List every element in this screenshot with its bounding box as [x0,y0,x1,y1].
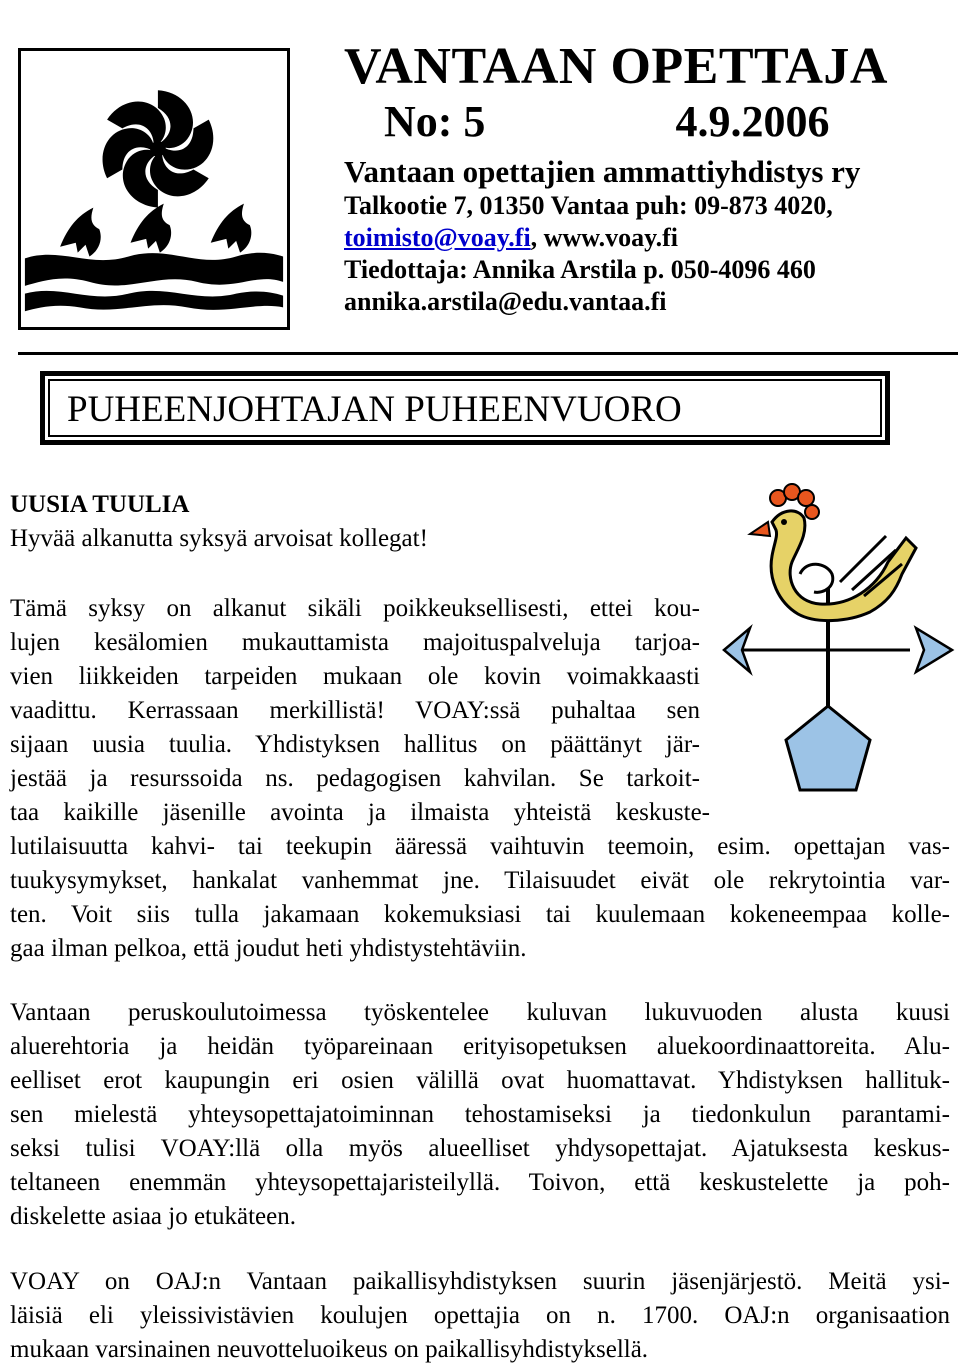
section-title: PUHEENJOHTAJAN PUHEENVUORO [67,389,682,430]
issue-date: 4.9.2006 [675,97,830,146]
article-paragraph-3 [10,1265,950,1367]
paragraph-line: seksi tulisi VOAY:llä olla myös alueelliset yhdysopettajat. Ajatuksesta keskus- [10,1135,950,1162]
email-link[interactable]: toimisto@voay.fi [344,223,531,252]
section-heading-box [40,371,890,445]
voay-logo [18,48,290,330]
web-address: , www.voay.fi [530,223,679,252]
paragraph-line: eelliset erot kaupungin eri osien välillä ovat huomattavat. Yhdistyksen hallituk- [10,1067,950,1094]
paragraph-line: mukaan varsinainen neuvotteluoikeus on paikallisyhdistyksellä. [10,1336,649,1363]
paragraph-line: vien liikkeiden tarpeiden mukaan ole kovin voimakkaasti [10,663,700,690]
paragraph-line: Vantaan peruskoulutoimessa työskentelee kuluvan lukuvuoden alusta kuusi [10,999,950,1026]
paragraph-line: ten. Voit siis tulla jakamaan kokemuksiasi tai kuulemaan kokeneempaa kolle- [10,901,950,928]
issue-number: No: 5 [384,97,486,146]
paragraph-line: vaadittu. Kerrassaan merkillistä! VOAY:ssä puhaltaa sen [10,697,700,724]
issue-line [384,96,944,148]
article-subheading: UUSIA TUULIA [10,491,190,518]
article-paragraph-2 [10,996,950,1234]
contact-line [344,222,944,254]
masthead [344,38,944,318]
rooster-weathervane-icon [720,478,960,808]
article-greeting: Hyvää alkanutta syksyä arvoisat kollegat! [10,525,428,552]
paragraph-line: sen mielestä yhteysopettajatoiminnan tehostamiseksi ja tiedonkulun parantami- [10,1101,950,1128]
organization-name: Vantaan opettajien ammattiyhdistys ry [344,154,861,189]
paragraph-line: aluerehtoria ja heidän työpareinaan erityisopetuksen aluekoordinaattoreita. Alu- [10,1033,950,1060]
editor-line: Tiedottaja: Annika Arstila p. 050-4096 460 [344,255,816,284]
address-line: Talkootie 7, 01350 Vantaa puh: 09-873 4020, [344,191,833,220]
paragraph-line: läisiä eli yleissivistävien koulujen opettajia on n. 1700. OAJ:n organisaation [10,1302,950,1329]
paragraph-line: jestää ja resurssoida ns. pedagogisen kahvilan. Se tarkoit- [10,765,700,792]
paragraph-line: taa kaikille jäsenille avointa ja ilmaista yhteistä keskuste- [10,799,710,826]
paragraph-line: tuukysymykset, hankalat vanhemmat jne. Tilaisuudet eivät ole rekrytointia var- [10,867,950,894]
newsletter-title: VANTAAN OPETTAJA [344,38,888,95]
paragraph-line: diskelette asiaa jo etukäteen. [10,1203,296,1230]
paragraph-line: teltaneen enemmän yhteysopettajaristeilyllä. Toivon, että keskustelette ja poh- [10,1169,950,1196]
rooster-weathervane-illustration [720,478,960,808]
editor-email: annika.arstila@edu.vantaa.fi [344,287,667,316]
paragraph-line: lutilaisuutta kahvi- tai teekupin ääressä vaihtuvin teemoin, esim. opettajan vas- [10,833,950,860]
paragraph-line: Tämä syksy on alkanut sikäli poikkeuksellisesti, ettei kou- [10,595,700,622]
paragraph-line: gaa ilman pelkoa, että joudut heti yhdistystehtäviin. [10,935,527,962]
paragraph-line: VOAY on OAJ:n Vantaan paikallisyhdistyksen suurin jäsenjärjestö. Meitä ysi- [10,1268,950,1295]
header-divider [18,352,958,355]
paragraph-line: lujen kesälomien mukauttamista majoituspalveluja tarjoa- [10,629,700,656]
paragraph-line: sijaan uusia tuulia. Yhdistyksen hallitus on päättänyt jär- [10,731,700,758]
logo-emblem-icon [21,51,287,327]
